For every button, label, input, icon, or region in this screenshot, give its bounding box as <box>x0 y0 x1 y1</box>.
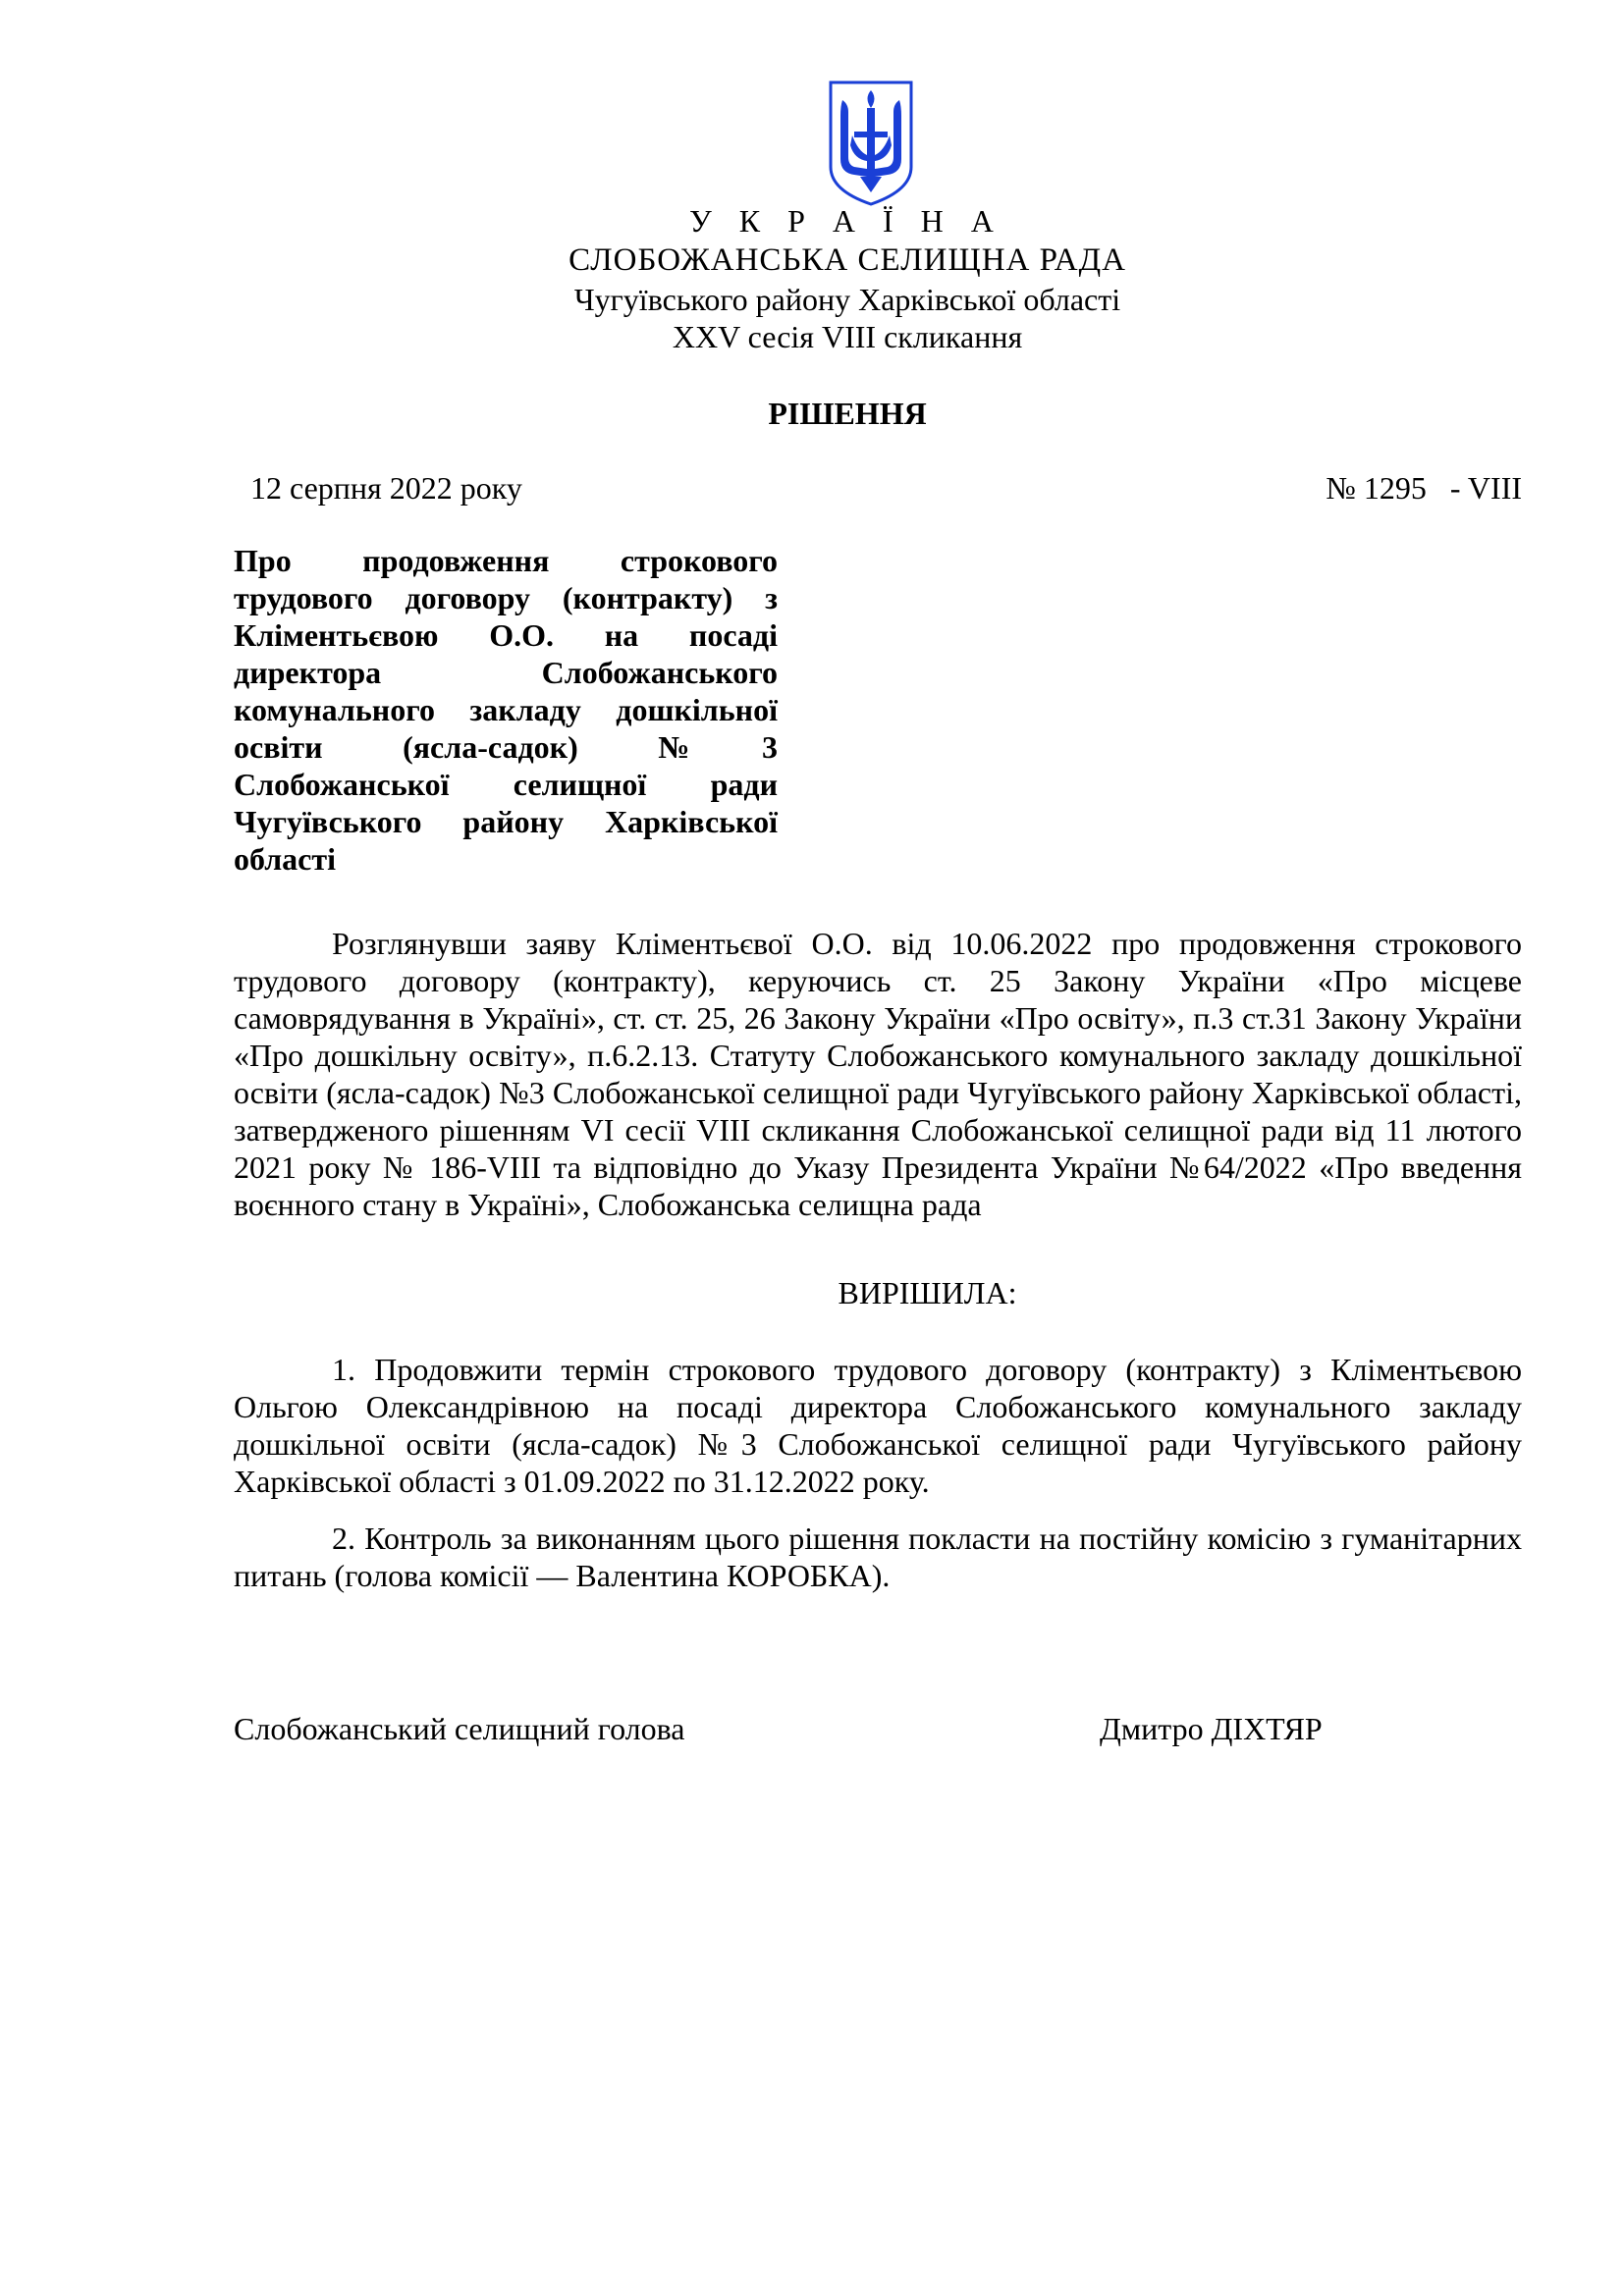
decision-date: 12 серпня 2022 року <box>250 470 522 506</box>
district-name: Чугуївського району Харківської області <box>573 282 1121 317</box>
decision-subject: Про продовження строкового трудового договору (контракту) з Кліментьєвою О.О. на посаді директора Слобожанського комунального закладу дошкільної освіти (ясла-садок) №3 Слобожанської селищної ради Чугуївського району Харківської області <box>234 543 778 877</box>
decision-item: 1. Продовжити термін строкового трудового договору (контракту) з Кліментьєвою Ольгою Олександрівною на посаді директора Слобожанського комунального закладу дошкільної освіти (ясла-садок) №3 Слобожанської селищної ради Чугуївського району Харківської області з 01.09.2022 по 31.12.2022 року. <box>234 1352 1522 1499</box>
council-name: СЛОБОЖАНСЬКА СЕЛИЩНА РАДА <box>568 242 1126 278</box>
country-name: У К Р А Ї Н А <box>689 203 1003 239</box>
signatory-title: Слобожанський селищний голова <box>234 1711 685 1746</box>
document-type-heading: РІШЕННЯ <box>768 396 927 431</box>
decided-heading: ВИРІШИЛА: <box>838 1275 1017 1310</box>
decision-number: № 1295 - VIII <box>1326 470 1522 506</box>
signatory-name: Дмитро ДІХТЯР <box>1100 1711 1323 1746</box>
decision-item: 2. Контроль за виконанням цього рішення покласти на постійну комісію з гуманітарних питань (голова комісії — Валентина КОРОБКА). <box>234 1521 1522 1593</box>
preamble-paragraph: Розглянувши заяву Кліментьєвої О.О. від 10.06.2022 про продовження строкового трудового договору (контракту), керуючись ст. 25 Закону України «Про місцеве самоврядування в Україні», ст. ст. 25, 26 Закону України «Про освіту», п.3 ст.31 Закону України «Про дошкільну освіту», п.6.2.13. Статуту Слобожанського комунального закладу дошкільної освіти (ясла-садок) №3 Слобожанської селищної ради Чугуївського району Харківської області, затвердженого рішенням VI сесії VIII скликання Слобожанської селищної ради від 11 лютого 2021 року № 186-VIII та відповідно до Указу Президента України №64/2022 «Про введення воєнного стану в Україні», Слобожанська селищна рада <box>234 926 1522 1222</box>
ukraine-trident-emblem-icon <box>825 77 917 209</box>
session-line: XXV сесія VIII скликання <box>672 319 1023 354</box>
